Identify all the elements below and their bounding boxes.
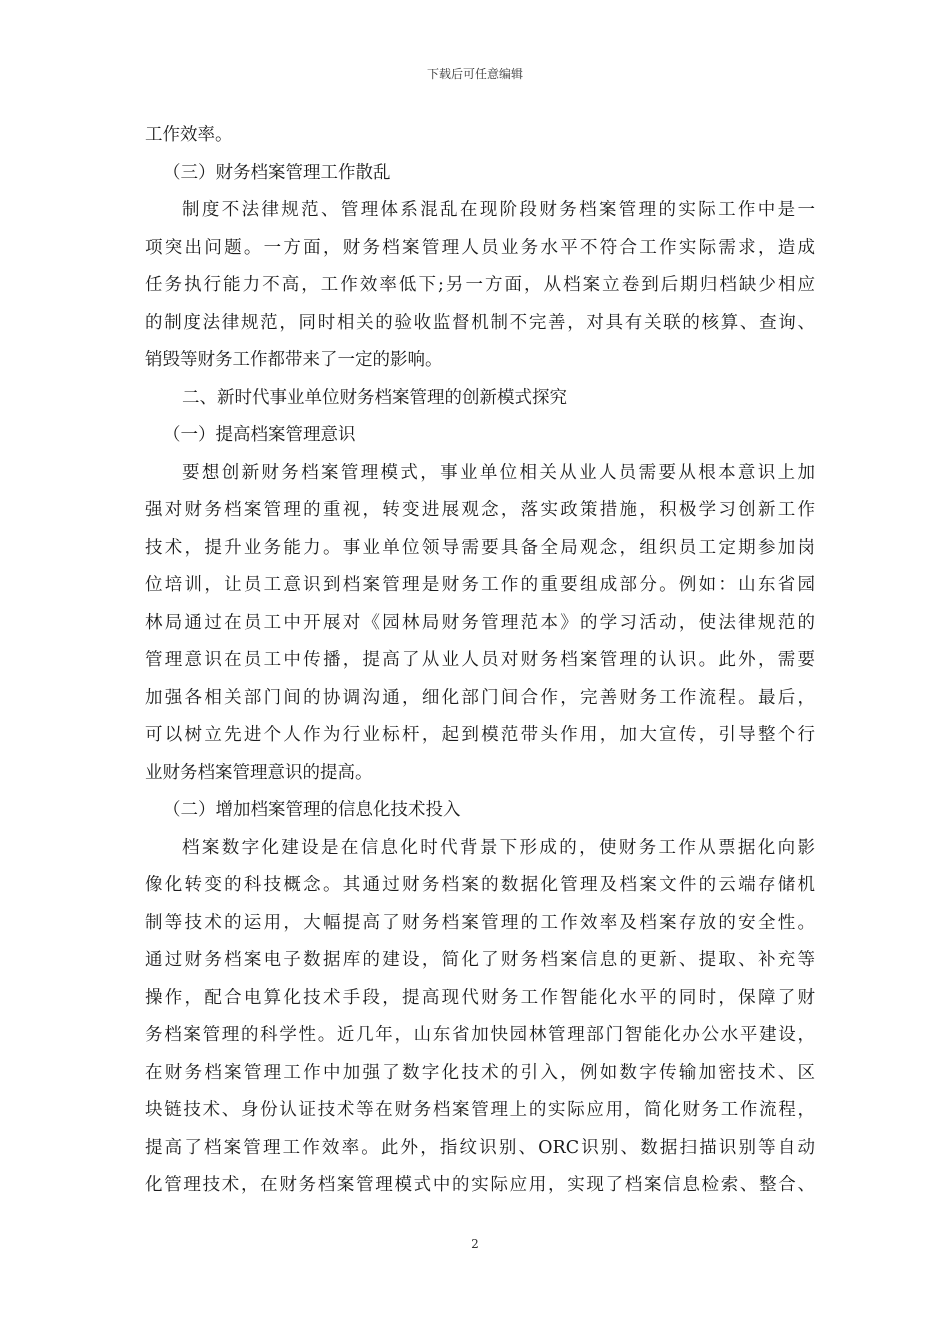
text-line: 销毁等财务工作都带来了一定的影响。: [145, 350, 443, 370]
text-line: 加强各相关部门间的协调沟通，细化部门间合作，完善财务工作流程。最后，: [145, 687, 815, 708]
text-line: 制度不法律规范、管理体系混乱在现阶段财务档案管理的实际工作中是一: [182, 200, 815, 220]
text-line: 制等技术的运用，大幅提高了财务档案管理的工作效率及档案存放的安全性。: [145, 912, 815, 933]
text-line: 业财务档案管理意识的提高。: [145, 762, 373, 783]
text-line: 位培训，让员工意识到档案管理是财务工作的重要组成部分。例如：山东省园: [145, 575, 815, 595]
text-line: 林局通过在员工中开展对《园林局财务管理范本》的学习活动，使法律规范的: [145, 612, 815, 633]
text-line: 操作，配合电算化技术手段，提高现代财务工作智能化水平的同时，保障了财: [145, 987, 815, 1008]
text-line: 像化转变的科技概念。其通过财务档案的数据化管理及档案文件的云端存储机: [145, 875, 815, 895]
text-line: 二、新时代事业单位财务档案管理的创新模式探究: [182, 387, 567, 408]
text-line: 务档案管理的科学性。近几年，山东省加快园林管理部门智能化办公水平建设，: [145, 1025, 815, 1045]
text-line: （一）提高档案管理意识: [163, 425, 356, 445]
text-line: 化管理技术，在财务档案管理模式中的实际应用，实现了档案信息检索、整合、: [145, 1175, 815, 1195]
text-line: 块链技术、身份认证技术等在财务档案管理上的实际应用，简化财务工作流程，: [145, 1100, 815, 1120]
text-line: 可以树立先进个人作为行业标杆，起到模范带头作用，加大宣传，引导整个行: [145, 725, 815, 745]
text-line: 技术，提升业务能力。事业单位领导需要具备全局观念，组织员工定期参加岗: [145, 537, 815, 558]
text-line: （三）财务档案管理工作散乱: [163, 162, 391, 183]
text-line: 工作效率。: [145, 125, 233, 145]
text-line: 通过财务档案电子数据库的建设，简化了财务档案信息的更新、提取、补充等: [145, 950, 815, 970]
text-line: 项突出问题。一方面，财务档案管理人员业务水平不符合工作实际需求，造成: [145, 237, 815, 258]
page-header: 下载后可任意编辑: [426, 67, 523, 81]
document-body: [145, 117, 815, 1205]
text-line: 的制度法律规范，同时相关的验收监督机制不完善，对具有关联的核算、查询、: [145, 312, 815, 333]
text-line: 管理意识在员工中传播，提高了从业人员对财务档案管理的认识。此外，需要: [145, 650, 815, 670]
text-line: 要想创新财务档案管理模式，事业单位相关从业人员需要从根本意识上加: [182, 462, 815, 483]
text-line: 强对财务档案管理的重视，转变进展观念，落实政策措施，积极学习创新工作: [145, 500, 815, 520]
page-number: 2: [471, 1237, 479, 1251]
text-line: （二）增加档案管理的信息化技术投入: [163, 800, 461, 820]
text-line: 提高了档案管理工作效率。此外，指纹识别、ORC识别、数据扫描识别等自动: [145, 1137, 815, 1158]
text-line: 档案数字化建设是在信息化时代背景下形成的，使财务工作从票据化向影: [182, 837, 815, 858]
text-line: 在财务档案管理工作中加强了数字化技术的引入，例如数字传输加密技术、区: [145, 1062, 815, 1083]
text-line: 任务执行能力不高，工作效率低下;另一方面，从档案立卷到后期归档缺少相应: [145, 275, 815, 295]
